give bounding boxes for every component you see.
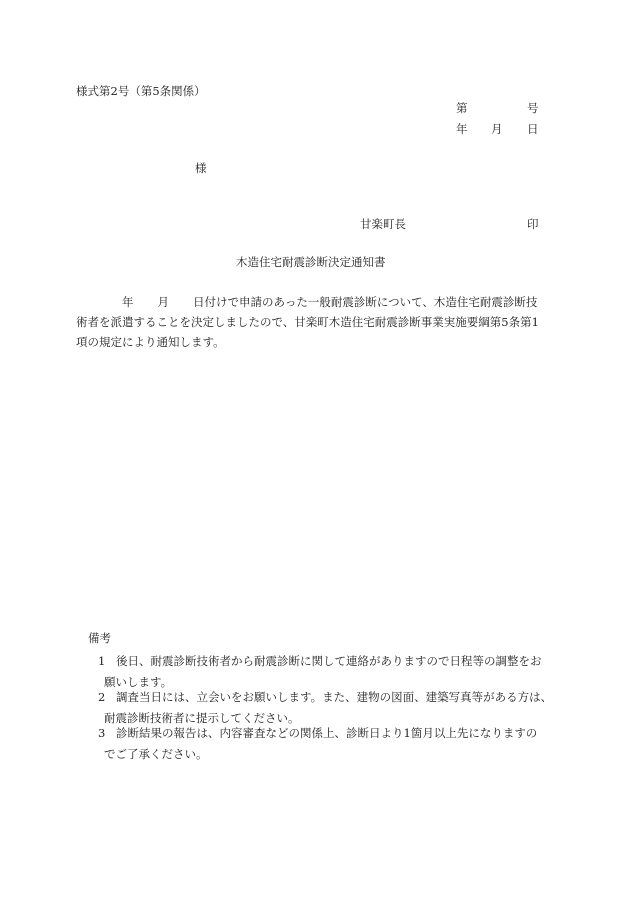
note-number: 3 <box>98 726 106 740</box>
note-item <box>98 723 558 765</box>
body-text-2: 術者を派遣することを決定しましたので、甘楽町木造住宅耐震診断事業実施要綱第5条第1 <box>76 315 539 329</box>
note-line-1: 調査当日には、立会いをお願いします。また、建物の図面、建築写真等がある方は、 <box>116 690 553 704</box>
note-number: 2 <box>98 690 106 704</box>
date-month: 月 <box>491 122 503 136</box>
form-label: 様式第2号（第5条関係） <box>76 84 206 98</box>
body-month: 月 <box>157 295 169 309</box>
notes-heading: 備考 <box>88 631 111 645</box>
body-text-1: 日付けで申請のあった一般耐震診断について、木造住宅耐震診断技 <box>193 295 538 309</box>
note-line-2: 耐震診断技術者に提示してください。 <box>104 711 300 725</box>
sender-name: 甘楽町長 <box>360 217 406 231</box>
body-text-3: 項の規定により通知します。 <box>76 335 225 349</box>
number-prefix: 第 <box>456 101 468 115</box>
date-year: 年 <box>456 122 468 136</box>
note-line-2: 願いします。 <box>104 675 173 689</box>
document-title: 木造住宅耐震診断決定通知書 <box>236 255 386 269</box>
note-line-1: 診断結果の報告は、内容審査などの関係上、診断日より1箇月以上先になりますの <box>116 726 538 740</box>
note-number: 1 <box>98 654 106 668</box>
addressee-suffix: 様 <box>195 161 207 175</box>
number-suffix: 号 <box>527 101 539 115</box>
note-line-2: でご了承ください。 <box>104 747 208 761</box>
date-day: 日 <box>527 122 539 136</box>
note-line-1: 後日、耐震診断技術者から耐震診断に関して連絡がありますので日程等の調整をお <box>116 654 542 668</box>
body-year: 年 <box>122 295 134 309</box>
seal-mark: 印 <box>527 217 539 231</box>
body-paragraph <box>76 292 554 352</box>
